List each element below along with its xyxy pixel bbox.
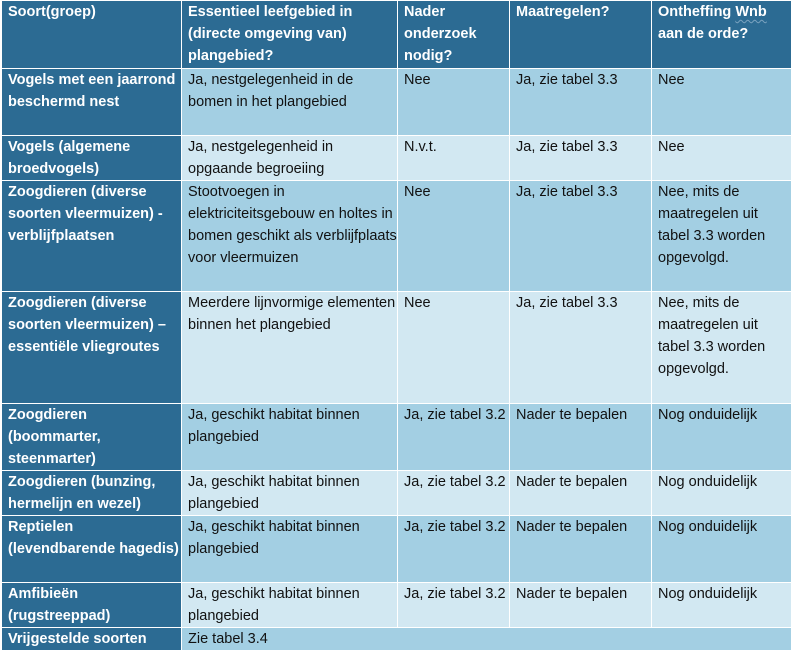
cell-maatregelen: Nader te bepalen xyxy=(510,404,652,471)
cell-leefgebied: Ja, nestgelegenheid in opgaande begroeiing xyxy=(182,136,398,181)
cell-nader-onderzoek: N.v.t. xyxy=(398,136,510,181)
header-nader-onderzoek: Nader onderzoek nodig? xyxy=(398,1,510,69)
cell-ontheffing: Nog onduidelijk xyxy=(652,516,792,583)
cell-soortgroep: Zoogdieren (boommarter, steenmarter) xyxy=(2,404,182,471)
cell-soortgroep: Vogels met een jaarrond beschermd nest xyxy=(2,69,182,136)
cell-leefgebied: Ja, geschikt habitat binnen plangebied xyxy=(182,404,398,471)
table-row xyxy=(2,404,792,471)
cell-maatregelen: Nader te bepalen xyxy=(510,516,652,583)
header-ontheffing-suffix: aan de orde? xyxy=(658,26,749,42)
cell-soortgroep: Zoogdieren (bunzing, hermelijn en wezel) xyxy=(2,471,182,516)
cell-ontheffing: Nog onduidelijk xyxy=(652,471,792,516)
table-row xyxy=(2,69,792,136)
cell-ontheffing: Nog onduidelijk xyxy=(652,583,792,628)
cell-soortgroep: Zoogdieren (diverse soorten vleermuizen) - verblijfplaatsen xyxy=(2,181,182,292)
cell-maatregelen: Ja, zie tabel 3.3 xyxy=(510,69,652,136)
cell-maatregelen: Nader te bepalen xyxy=(510,583,652,628)
cell-soortgroep: Zoogdieren (diverse soorten vleermuizen) – essentiële vliegroutes xyxy=(2,292,182,404)
table-row xyxy=(2,516,792,583)
species-table xyxy=(1,0,792,651)
cell-leefgebied: Ja, geschikt habitat binnen plangebied xyxy=(182,516,398,583)
cell-soortgroep: Amfibieën (rugstreeppad) xyxy=(2,583,182,628)
cell-ontheffing: Nee, mits de maatregelen uit tabel 3.3 worden opgevolgd. xyxy=(652,292,792,404)
cell-leefgebied: Ja, geschikt habitat binnen plangebied xyxy=(182,583,398,628)
cell-nader-onderzoek: Nee xyxy=(398,181,510,292)
header-leefgebied: Essentieel leefgebied in (directe omgeving van) plangebied? xyxy=(182,1,398,69)
table-row xyxy=(2,471,792,516)
header-ontheffing-wnb: Wnb xyxy=(735,4,767,20)
cell-soortgroep: Reptielen (levendbarende hagedis) xyxy=(2,516,182,583)
cell-leefgebied: Ja, nestgelegenheid in de bomen in het plangebied xyxy=(182,69,398,136)
header-row xyxy=(2,1,792,69)
cell-leefgebied: Ja, geschikt habitat binnen plangebied xyxy=(182,471,398,516)
cell-ontheffing: Nee, mits de maatregelen uit tabel 3.3 worden opgevolgd. xyxy=(652,181,792,292)
cell-maatregelen: Ja, zie tabel 3.3 xyxy=(510,292,652,404)
cell-maatregelen: Ja, zie tabel 3.3 xyxy=(510,136,652,181)
cell-soortgroep: Vrijgestelde soorten xyxy=(2,628,182,651)
cell-vrijgestelde-note: Zie tabel 3.4 xyxy=(182,628,792,651)
cell-nader-onderzoek: Ja, zie tabel 3.2 xyxy=(398,471,510,516)
cell-leefgebied: Meerdere lijnvormige elementen binnen het plangebied xyxy=(182,292,398,404)
cell-ontheffing: Nee xyxy=(652,69,792,136)
table-row xyxy=(2,292,792,404)
cell-nader-onderzoek: Nee xyxy=(398,69,510,136)
header-maatregelen: Maatregelen? xyxy=(510,1,652,69)
table-row xyxy=(2,136,792,181)
cell-leefgebied: Stootvoegen in elektriciteitsgebouw en holtes in bomen geschikt als verblijfplaats voor vleermuizen xyxy=(182,181,398,292)
header-soortgroep: Soort(groep) xyxy=(2,1,182,69)
cell-maatregelen: Ja, zie tabel 3.3 xyxy=(510,181,652,292)
cell-maatregelen: Nader te bepalen xyxy=(510,471,652,516)
cell-nader-onderzoek: Ja, zie tabel 3.2 xyxy=(398,583,510,628)
cell-ontheffing: Nee xyxy=(652,136,792,181)
table-row xyxy=(2,583,792,628)
cell-ontheffing: Nog onduidelijk xyxy=(652,404,792,471)
cell-nader-onderzoek: Ja, zie tabel 3.2 xyxy=(398,516,510,583)
table-row xyxy=(2,628,792,651)
header-ontheffing-prefix: Ontheffing xyxy=(658,4,736,20)
cell-soortgroep: Vogels (algemene broedvogels) xyxy=(2,136,182,181)
cell-nader-onderzoek: Nee xyxy=(398,292,510,404)
table-row xyxy=(2,181,792,292)
cell-nader-onderzoek: Ja, zie tabel 3.2 xyxy=(398,404,510,471)
header-ontheffing xyxy=(652,1,792,69)
